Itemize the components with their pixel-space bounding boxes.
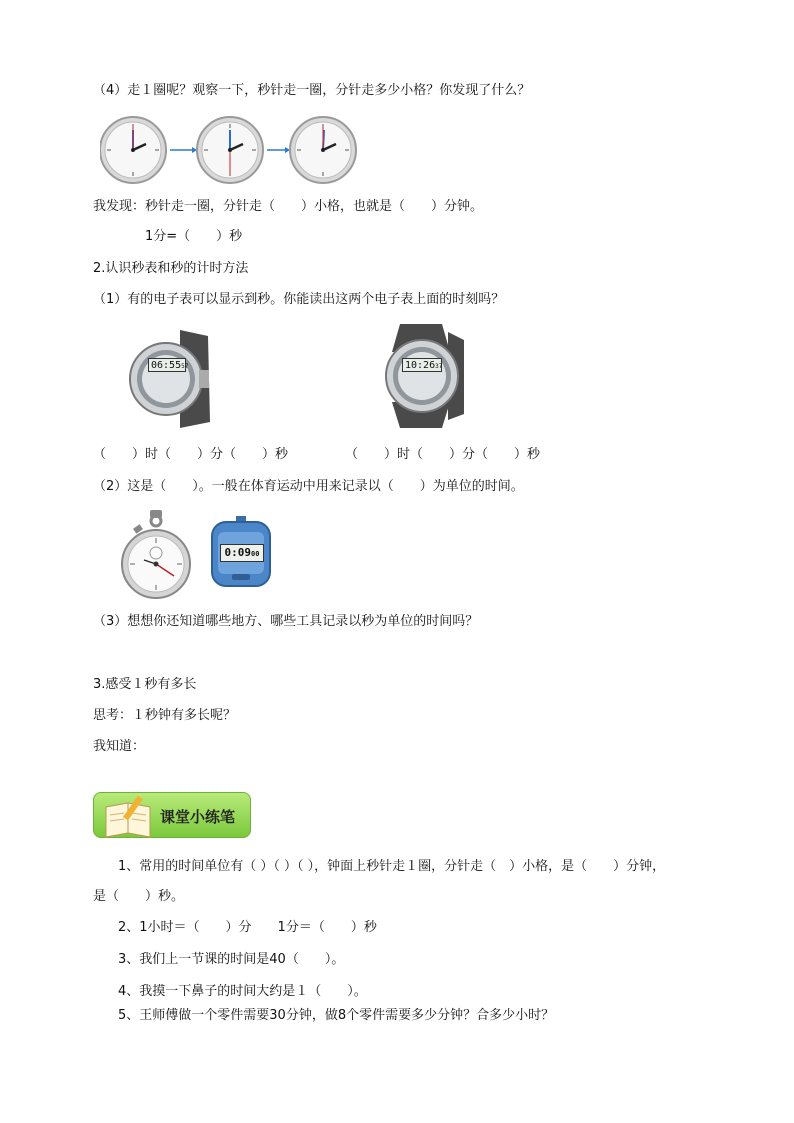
practice-badge (93, 792, 251, 838)
finding-line: 我发现：秒针走一圈，分针走（ ）小格，也就是（ ）分钟。 (93, 199, 484, 214)
clock-icon (197, 117, 263, 183)
clock-icon (290, 117, 356, 183)
practice-item-2: 2、1小时＝（ ）分 1分＝（ ）秒 (118, 920, 377, 935)
practice-item-4: 4、我摸一下鼻子的时间大约是１（ ）。 (118, 984, 367, 999)
watch-time: 06:55 (151, 360, 182, 371)
question-2-2: （2）这是（ ）。一般在体育运动中用来记录以（ ）为单位的时间。 (93, 479, 524, 494)
clock-sequence-image (100, 112, 370, 188)
question-2-1: （1）有的电子表可以显示到秒。你能读出这两个电子表上面的时刻吗？ (93, 292, 505, 307)
question-4: （4）走１圈呢？观察一下，秒针走一圈，分针走多少小格？你发现了什么？ (93, 83, 531, 98)
clock-icon (100, 117, 166, 183)
digital-stopwatch-image (210, 516, 272, 588)
practice-item-1-cont: 是（ ）秒。 (93, 889, 185, 904)
digital-watch-image (380, 322, 466, 430)
arrow-icon (170, 147, 197, 153)
watch-seconds: 37 (435, 363, 443, 370)
section3-heading: 3.感受１秒有多长 (93, 677, 197, 692)
notebook-pencil-icon (100, 793, 158, 839)
stopwatch-time: 0:09 (224, 546, 252, 559)
stopwatch-sub: 00 (251, 550, 260, 558)
know-line: 我知道： (93, 739, 146, 754)
watch-time: 10:26 (405, 360, 436, 371)
practice-item-5: 5、王师傅做一个零件需要30分钟，做8个零件需要多少分钟？合多少小时？ (118, 1008, 555, 1023)
answer-left: （ ）时（ ）分（ ）秒 (93, 447, 289, 462)
formula-line: 1分=（ ）秒 (145, 229, 243, 244)
arrow-icon (267, 147, 290, 153)
practice-item-3: 3、我们上一节课的时间是40（ ）。 (118, 952, 345, 967)
badge-label: 课堂小练笔 (160, 808, 236, 826)
answer-right: （ ）时（ ）分（ ）秒 (345, 447, 541, 462)
question-2-3: （3）想想你还知道哪些地方、哪些工具记录以秒为单位的时间吗？ (93, 614, 479, 629)
digital-watch-image (128, 328, 214, 430)
think-line: 思考：１秒钟有多长呢？ (93, 708, 237, 723)
practice-item-1: 1、常用的时间单位有（ ）（ ）（ ），钟面上秒针走１圈，分针走（ ）小格，是（ ）分钟， (118, 859, 666, 874)
stopwatch-icon (120, 508, 192, 602)
section2-heading: 2.认识秒表和秒的计时方法 (93, 261, 249, 276)
watch-seconds: 57 (181, 363, 189, 370)
